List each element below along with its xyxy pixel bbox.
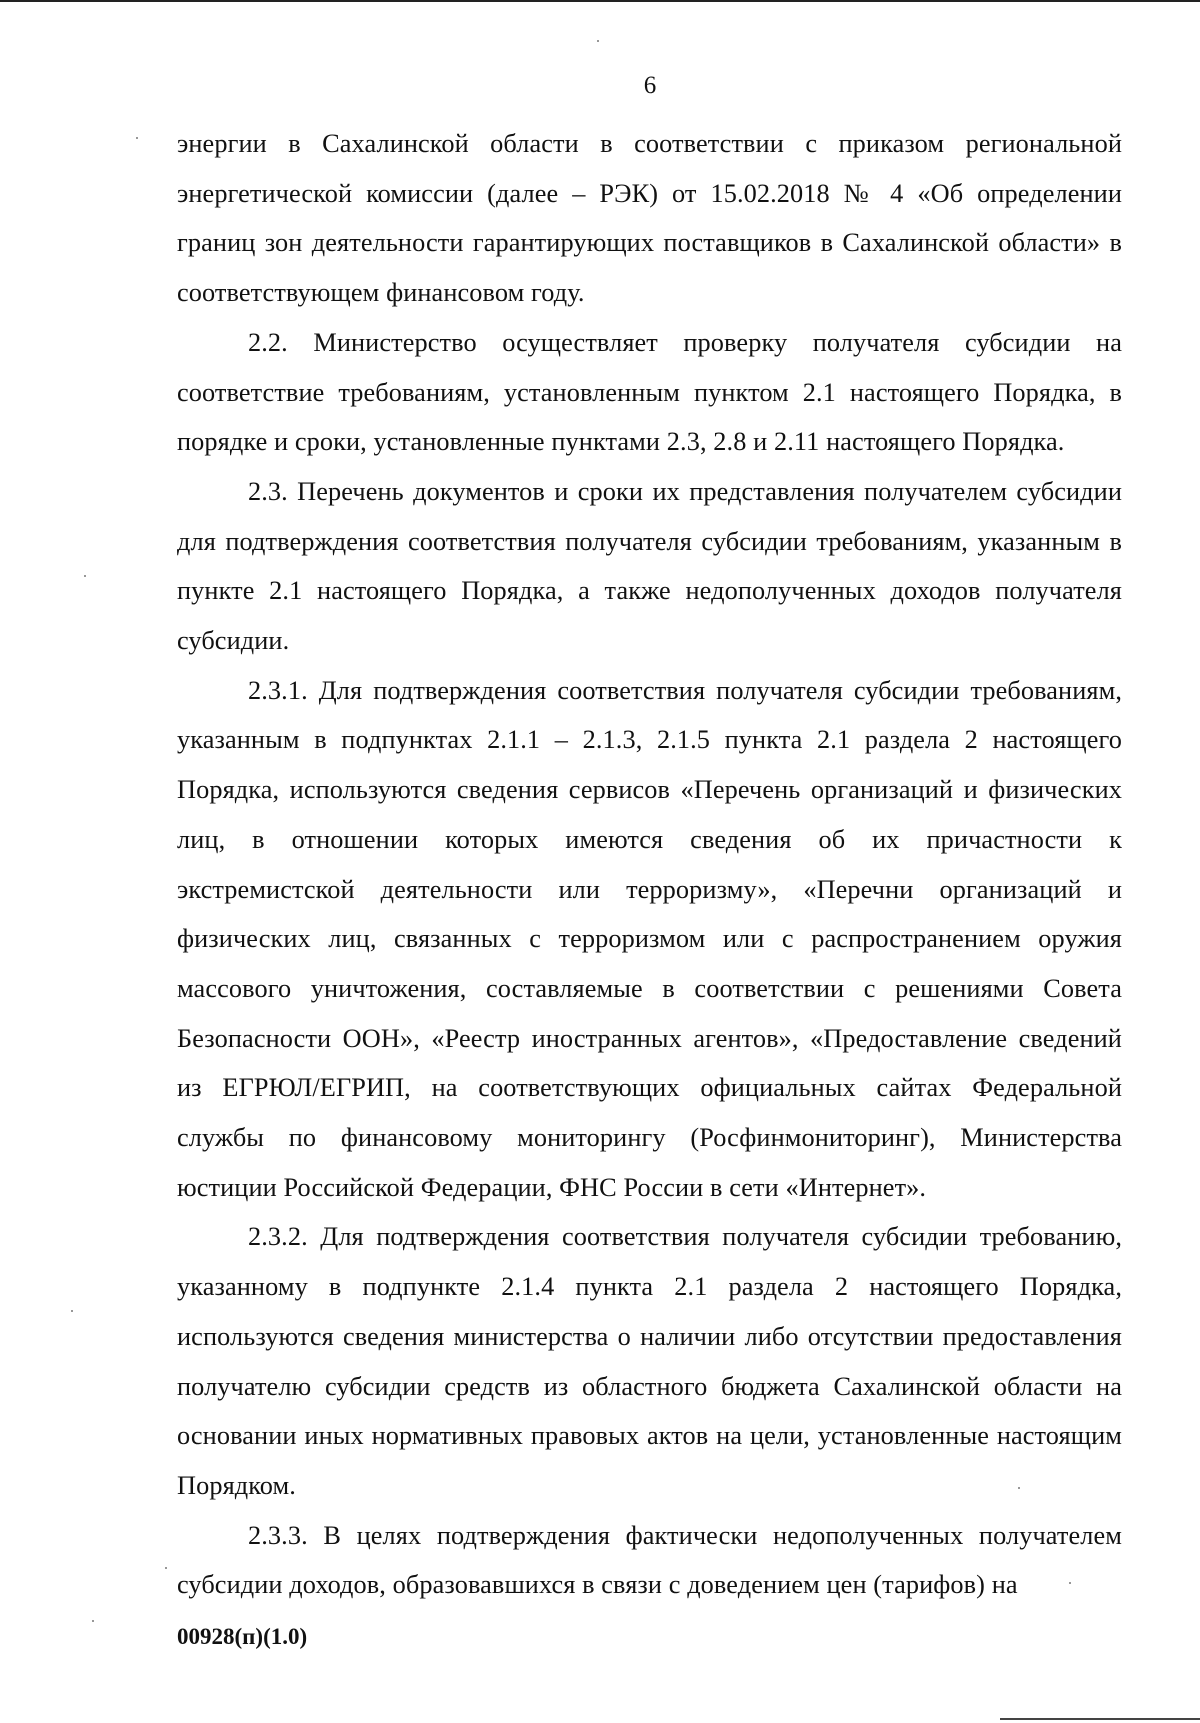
scan-speck bbox=[136, 137, 138, 139]
paragraph-2-3-2: 2.3.2. Для подтверждения соответствия получателя субсидии требованию, указанному в подпункте 2.1.4 пункта 2.1 раздела 2 настоящего Порядка, используются сведения министерства о наличии либо отсутствии предоставления получателю субсидии средств из областного бюджета Сахалинской области на основании иных нормативных правовых актов на цели, установленные настоящим Порядком. bbox=[177, 1222, 1122, 1500]
scan-speck bbox=[165, 1567, 167, 1569]
document-body bbox=[177, 119, 1122, 1610]
scan-speck bbox=[1069, 1582, 1071, 1584]
paragraph-2-3-1: 2.3.1. Для подтверждения соответствия получателя субсидии требованиям, указанным в подпунктах 2.1.1 – 2.1.3, 2.1.5 пункта 2.1 раздела 2 настоящего Порядка, используются сведения сервисов «Перечень организаций и физических лиц, в отношении которых имеются сведения об их причастности к экстремистской деятельности или терроризму», «Перечни организаций и физических лиц, связанных с терроризмом или с распространением оружия массового уничтожения, составляемые в соответствии с решениями Совета Безопасности ООН», «Реестр иностранных агентов», «Предоставление сведений из ЕГРЮЛ/ЕГРИП, на соответствующих официальных сайтах Федеральной службы по финансовому мониторингу (Росфинмониторинг), Министерства юстиции Российской Федерации, ФНС России в сети «Интернет». bbox=[177, 675, 1122, 1202]
document-footer-code: 00928(п)(1.0) bbox=[177, 1624, 308, 1649]
paragraph-2-3: 2.3. Перечень документов и сроки их представления получателем субсидии для подтверждения соответствия получателя субсидии требованиям, указанным в пункте 2.1 настоящего Порядка, а также недополученных доходов получателя субсидии. bbox=[177, 476, 1122, 656]
scan-speck bbox=[597, 40, 599, 42]
scan-speck bbox=[84, 575, 86, 577]
paragraph-2-3-3: 2.3.3. В целях подтверждения фактически недополученных получателем субсидии доходов, образовавшихся в связи с доведением цен (тарифов) на bbox=[177, 1520, 1122, 1600]
scan-speck bbox=[92, 1620, 94, 1622]
paragraph-2-2: 2.2. Министерство осуществляет проверку получателя субсидии на соответствие требованиям, установленным пунктом 2.1 настоящего Порядка, в порядке и сроки, установленные пунктами 2.3, 2.8 и 2.11 настоящего Порядка. bbox=[177, 327, 1122, 457]
page-bottom-edge-line bbox=[1000, 1718, 1200, 1720]
paragraph-continuation-rek: энергии в Сахалинской области в соответствии с приказом региональной энергетической комиссии (далее – РЭК) от 15.02.2018 № 4 «Об определении границ зон деятельности гарантирующих поставщиков в Сахалинской области» в соответствующем финансовом году. bbox=[177, 129, 1122, 308]
scan-speck bbox=[71, 1310, 73, 1312]
scan-speck bbox=[1018, 1487, 1020, 1489]
page-top-edge-line bbox=[0, 0, 1200, 2]
page-number: 6 bbox=[643, 72, 657, 99]
